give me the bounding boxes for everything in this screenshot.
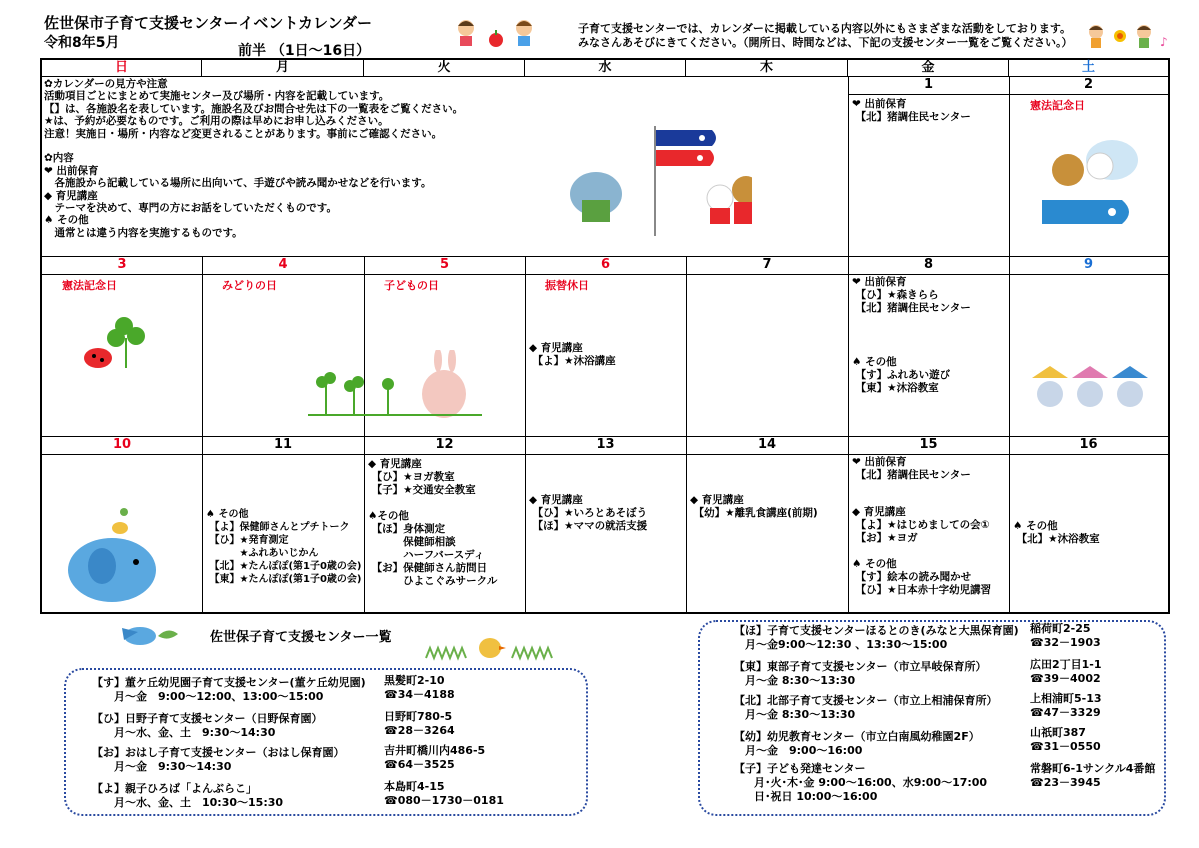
day-6-events: ◆ 育児講座 【よ】★沐浴講座 (529, 342, 616, 367)
day-8-number: 8 (923, 257, 934, 272)
day-15-events: ◆ 育児講座 【よ】★はじめましての会① 【お】★ヨガ ♠ その他 【す】絵本の読み聞かせ 【ひ】★日本赤十字幼児講習 (852, 506, 992, 596)
weekday-sat: 土 (1081, 60, 1095, 75)
elephant-bird-illustration (62, 504, 162, 604)
day-15-number: 15 (919, 437, 938, 452)
carp-streamer-illustration (562, 120, 752, 240)
intro-text: 子育て支援センターでは、カレンダーに掲載している内容以外にもさまざまな活動をしております。 みなさんあそびにきてください。（開所日、時間などは、下記の支援センター一覧をご覧ください。） (578, 22, 1073, 49)
center-address: 日野町780-5 ☎28－3264 (384, 710, 455, 737)
center-address: 常磐町6-1サンクル4番館 ☎23－3945 (1030, 762, 1156, 789)
center-address: 本島町4-15 ☎080－1730－0181 (384, 780, 504, 807)
day-6-holiday: 振替休日 (545, 279, 589, 292)
calendar-grid (40, 58, 1170, 614)
center-address: 山祇町387 ☎31－0550 (1030, 726, 1101, 753)
weekday-thu: 木 (686, 60, 848, 76)
page-title: 佐世保市子育て支援センターイベントカレンダー (44, 14, 372, 32)
center-address: 黒髪町2-10 ☎34－4188 (384, 674, 455, 701)
center-address: 吉井町橋川内486-5 ☎64－3525 (384, 744, 486, 771)
center-entry: 【お】おはし子育て支援センター（おはし保育園） 月～金 9:30～14:30 (92, 746, 345, 773)
weekday-mon: 月 (202, 60, 364, 76)
day-12-events: ◆ 育児講座 【ひ】★ヨガ教室 【子】★交通安全教室 ♠その他 【ほ】身体測定 保健師相談 ハーフバースディ 【お】保健師さん訪問日 ひよこぐみサークル (368, 458, 498, 587)
svg-text:♪: ♪ (1160, 35, 1168, 49)
day-8-outreach: ❤ 出前保育 【ひ】★森きらら 【北】猪調住民センター (852, 276, 971, 314)
day-11-events: ♠ その他 【よ】保健師さんとプチトーク 【ひ】★発育測定 ★ふれあいじかん 【北】★たんぽぽ(第1子0歳の会) 【東】★たんぽぽ(第1子0歳の会) (206, 509, 362, 585)
day-4-number: 4 (278, 257, 288, 272)
day-10-number: 10 (112, 437, 132, 452)
day-5-number: 5 (439, 257, 450, 272)
weekday-fri: 金 (848, 60, 1009, 76)
day-15-outreach: ❤ 出前保育 【北】猪調住民センター (852, 456, 971, 481)
page-period: 前半 （1日～16日） (238, 43, 371, 59)
children-flower-illustration (1086, 22, 1170, 50)
day-7-number: 7 (762, 257, 772, 272)
directory-title: 佐世保子育て支援センター一覧 (210, 630, 392, 645)
day-16-number: 16 (1079, 437, 1098, 452)
day-3-number: 3 (117, 257, 127, 272)
kabuto-mice-illustration (1030, 364, 1150, 420)
kids-illustration (452, 18, 542, 50)
center-entry: 【東】東部子育て支援センター（市立早岐保育所） 月～金 8:30～13:30 (734, 660, 987, 687)
center-entry: 【ひ】日野子育て支援センター（日野保育園） 月～水、金、土 9:30～14:30 (92, 712, 323, 739)
day-1-number: 1 (923, 77, 934, 92)
center-entry: 【幼】幼児教育センター（市立白南風幼稚園2F） 月～金 9:00～16:00 (734, 730, 980, 757)
center-entry: 【北】北部子育て支援センター（市立上相浦保育所） 月～金 8:30～13:30 (734, 694, 998, 721)
day-13-number: 13 (596, 437, 615, 452)
rabbit-clover-illustration (372, 350, 482, 422)
day-5-holiday: 子どもの日 (384, 279, 439, 292)
day-3-holiday: 憲法記念日 (62, 279, 117, 292)
center-entry: 【ほ】子育て支援センターほるとのき(みなと大黒保育園) 月～金9:00～12:30 、13:30～15:00 (734, 624, 1019, 651)
center-address: 稲荷町2-25 ☎32－1903 (1030, 622, 1101, 649)
calendar-legend: ✿カレンダーの見方や注意 活動項目ごとにまとめて実施センター及び場所・内容を記載しています。 【】は、各施設名を表しています。施設名及びお問合せ先は下の一覧表をご覧ください。 ★は、予約が必要なものです。ご利用の際は早めにお申し込みください。 注意！実施日・場所・内容など変更されることがあります。事前にご確認ください。 ✿内容 ❤ 出前保育 各施設から記載している場所に出向いて、手遊びや読み聞かせなどを行います。 ◆ 育児講座 テーマを決めて、専門の方にお話をしていただくものです。 ♠ その他 通常とは違う内容を実施するものです。 (44, 78, 464, 239)
center-address: 上相浦町5-13 ☎47－3329 (1030, 692, 1102, 719)
weekday-tue: 火 (364, 60, 525, 76)
center-entry: 【す】董ケ丘幼児園子育て支援センター(董ケ丘幼児園) 月～金 9:00～12:00、13:00～15:00 (92, 676, 366, 703)
day-11-number: 11 (273, 437, 293, 452)
day-8-other: ♠ その他 【す】ふれあい遊び 【東】★沐浴教室 (852, 356, 951, 394)
day-9-number: 9 (1083, 257, 1094, 272)
day-12-number: 12 (435, 437, 454, 452)
weekday-wed: 水 (525, 60, 686, 76)
day-14-events: ◆ 育児講座 【幼】★離乳食講座(前期) (690, 494, 818, 519)
day-6-number: 6 (600, 257, 611, 272)
center-address: 広田2丁目1-1 ☎39－4002 (1030, 658, 1102, 685)
day-1-events: ❤ 出前保育 【北】猪調住民センター (852, 98, 971, 123)
day-2-number: 2 (1083, 77, 1094, 92)
day-2-holiday: 憲法記念日 (1030, 99, 1085, 112)
page-month: 令和8年5月 (44, 35, 120, 51)
center-entry: 【子】子ども発達センター 月･火･木･金 9:00～16:00、水9:00～17:00 日･祝日 10:00～16:00 (734, 762, 988, 803)
ladybug-clover-illustration (76, 310, 156, 380)
bluebird-illustration (118, 622, 182, 648)
chick-grass-illustration (424, 632, 554, 662)
day-16-events: ♠ その他 【北】★沐浴教室 (1013, 520, 1100, 545)
day-13-events: ◆ 育児講座 【ひ】★いろとあそぼう 【ほ】★ママの就活支援 (529, 494, 648, 532)
day-4-holiday: みどりの日 (222, 279, 277, 292)
weekday-sun: 日 (42, 60, 202, 76)
center-entry: 【よ】親子ひろば「よんぶらこ」 月～水、金、土 10:30～15:30 (92, 782, 284, 809)
day-14-number: 14 (757, 437, 777, 452)
bear-rabbit-carp-illustration (1032, 130, 1142, 240)
